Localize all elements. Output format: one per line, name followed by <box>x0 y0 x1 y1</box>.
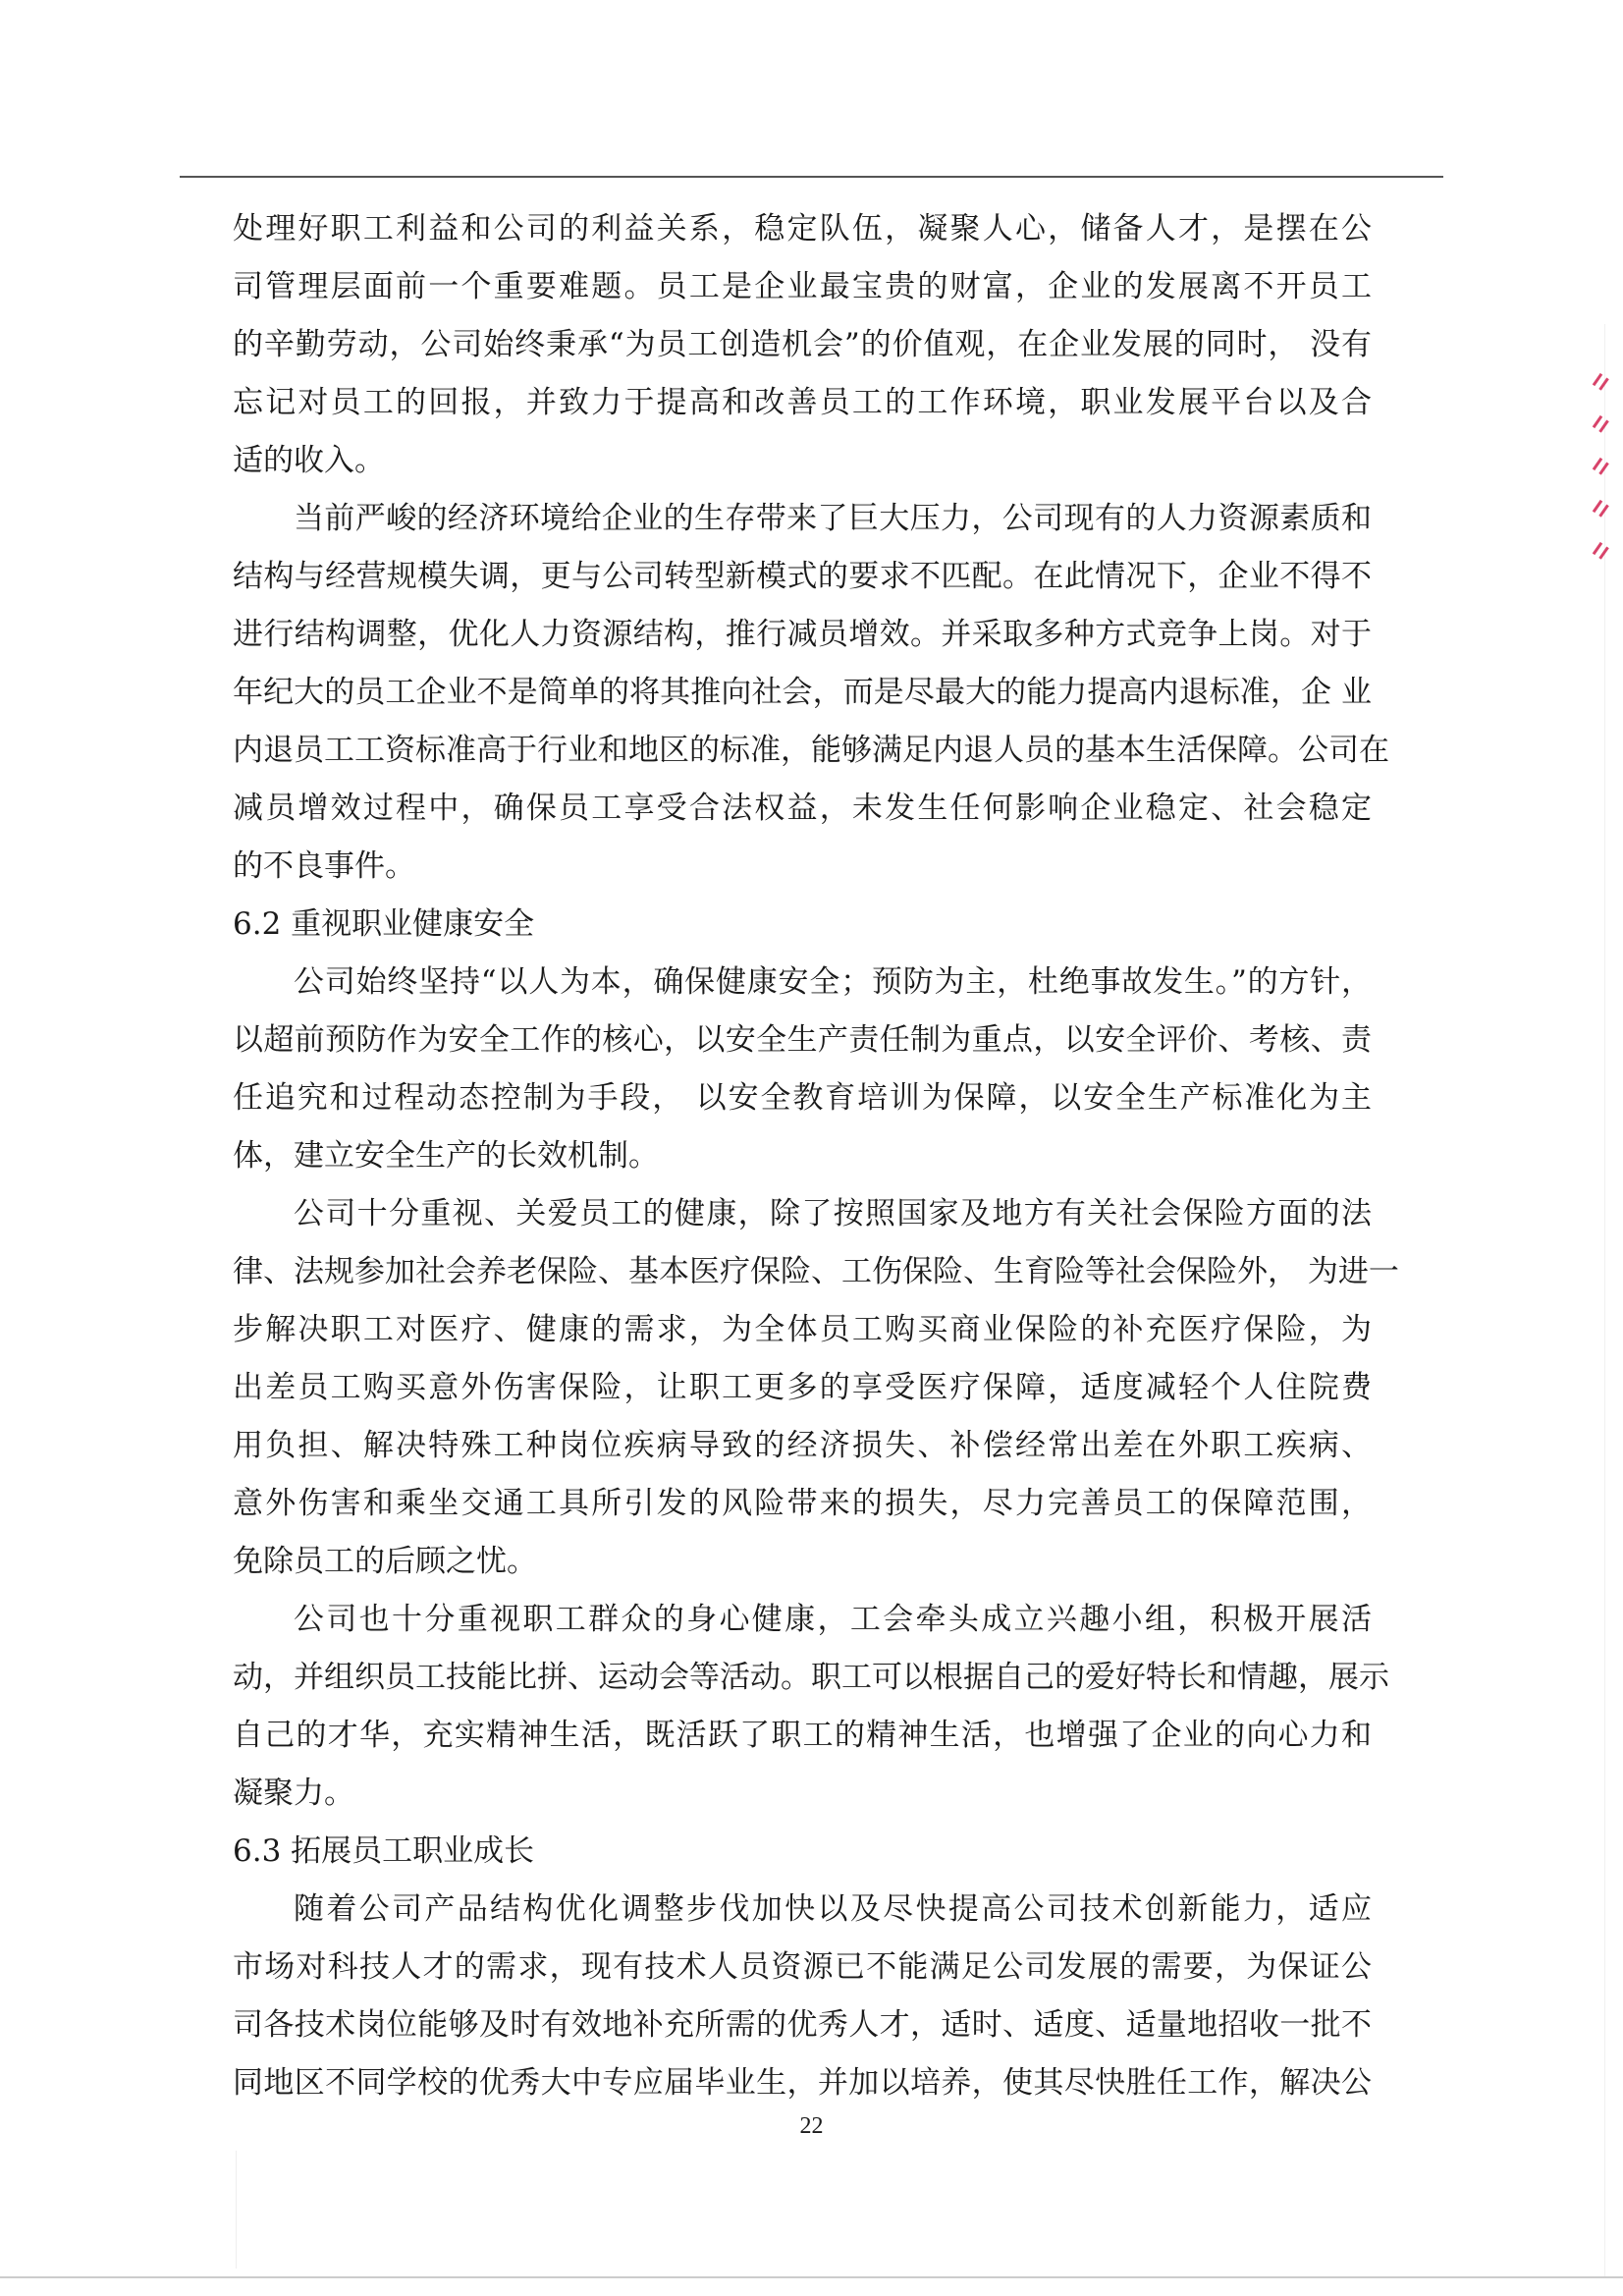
seam-stamp <box>1583 378 1612 614</box>
text-line: 市场对科技人才的需求，现有技术人员资源已不能满足公司发展的需要，为保证公 <box>233 1949 1372 1985</box>
margin-divider <box>236 2151 237 2269</box>
bottom-rule <box>0 2276 1623 2278</box>
text-line: 司管理层面前一个重要难题。员工是企业最宝贵的财富，企业的发展离不开员工 <box>233 269 1372 304</box>
page-edge-divider <box>1604 324 1605 2278</box>
text-line: 进行结构调整，优化人力资源结构，推行减员增效。并采取多种方式竞争上岗。对于 <box>233 617 1372 652</box>
text-line: 忘记对员工的回报，并致力于提高和改善员工的工作环境，职业发展平台以及合 <box>233 385 1372 420</box>
text-line: 公司十分重视、关爱员工的健康，除了按照国家及地方有关社会保险方面的法 <box>294 1196 1372 1231</box>
text-line: 适的收入。 <box>233 443 385 478</box>
text-line: 处理好职工利益和公司的利益关系，稳定队伍，凝聚人心，储备人才，是摆在公 <box>233 211 1372 246</box>
text-line: 出差员工购买意外伤害保险，让职工更多的享受医疗保障，适度减轻个人住院费 <box>233 1370 1372 1405</box>
page-number: 22 <box>799 2113 824 2139</box>
text-line: 的辛勤劳动，公司始终秉承“为员工创造机会”的价值观，在企业发展的同时， 没有 <box>233 327 1372 362</box>
text-line: 减员增效过程中，确保员工享受合法权益，未发生任何影响企业稳定、社会稳定 <box>233 791 1372 826</box>
text-line: 以超前预防作为安全工作的核心，以安全生产责任制为重点，以安全评价、考核、责 <box>233 1022 1372 1058</box>
text-line: 年纪大的员工企业不是简单的将其推向社会，而是尽最大的能力提高内退标准，企 业 <box>233 675 1372 710</box>
text-line: 律、法规参加社会养老保险、基本医疗保险、工伤保险、生育险等社会保险外， 为进一 <box>233 1254 1399 1289</box>
text-line: 动，并组织员工技能比拼、运动会等活动。职工可以根据自己的爱好特长和情趣，展示 <box>233 1660 1389 1695</box>
text-line: 免除员工的后顾之忧。 <box>233 1544 537 1579</box>
text-line: 结构与经营规模失调，更与公司转型新模式的要求不匹配。在此情况下，企业不得不 <box>233 559 1372 594</box>
text-line: 任追究和过程动态控制为手段， 以安全教育培训为保障，以安全生产标准化为主 <box>233 1080 1372 1116</box>
text-line: 公司也十分重视职工群众的身心健康，工会牵头成立兴趣小组，积极开展活 <box>294 1602 1372 1637</box>
text-line: 步解决职工对医疗、健康的需求，为全体员工购买商业保险的补充医疗保险，为 <box>233 1312 1372 1347</box>
text-line: 自己的才华，充实精神生活，既活跃了职工的精神生活，也增强了企业的向心力和 <box>233 1718 1372 1753</box>
section-heading: 6.2 重视职业健康安全 <box>233 906 535 942</box>
header-rule <box>180 176 1443 178</box>
text-line: 司各技术岗位能够及时有效地补充所需的优秀人才，适时、适度、适量地招收一批不 <box>233 2007 1372 2043</box>
text-line: 当前严峻的经济环境给企业的生存带来了巨大压力，公司现有的人力资源素质和 <box>294 501 1372 536</box>
text-line: 的不良事件。 <box>233 848 415 884</box>
text-line: 用负担、解决特殊工种岗位疾病导致的经济损失、补偿经常出差在外职工疾病、 <box>233 1428 1372 1463</box>
text-line: 意外伤害和乘坐交通工具所引发的风险带来的损失，尽力完善员工的保障范围， <box>233 1486 1372 1521</box>
document-body <box>233 200 1399 2112</box>
text-line: 同地区不同学校的优秀大中专应届毕业生，并加以培养，使其尽快胜任工作，解决公 <box>233 2065 1372 2101</box>
text-line: 随着公司产品结构优化调整步伐加快以及尽快提高公司技术创新能力，适应 <box>294 1891 1372 1927</box>
text-line: 凝聚力。 <box>233 1776 354 1811</box>
section-heading: 6.3 拓展员工职业成长 <box>233 1833 535 1869</box>
text-line: 公司始终坚持“以人为本，确保健康安全；预防为主，杜绝事故发生。”的方针， <box>294 964 1372 1000</box>
text-line: 体，建立安全生产的长效机制。 <box>233 1138 659 1174</box>
text-line: 内退员工工资标准高于行业和地区的标准，能够满足内退人员的基本生活保障。公司在 <box>233 733 1389 768</box>
